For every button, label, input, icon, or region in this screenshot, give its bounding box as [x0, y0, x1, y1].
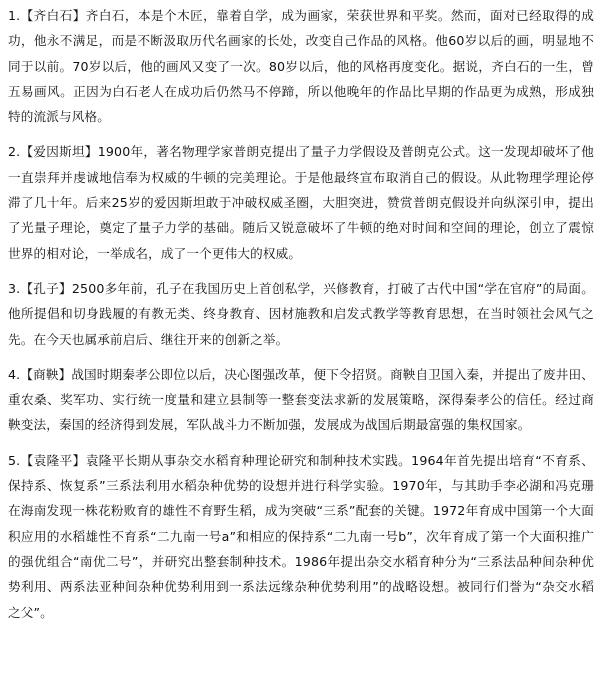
entry-text: 1.【齐白石】齐白石，本是个木匠，靠着自学，成为画家，荣获世界和平奖。然而，面对已经取得的成功，他永不满足，而是不断汲取历代名画家的长处，改变自己作品的风格。他60岁以后的画，明显地不同于以前。70岁以后，他的画风又变了一次。80岁以后，他的风格再度变化。据说，齐白石的一生，曾五易画风。正因为白石老人在成功后仍然马不停蹄，所以他晚年的作品比早期的作品更为成熟，形成独特的流派与风格。 — [8, 8, 594, 125]
entry-qi-baishi — [8, 3, 594, 129]
entry-einstein — [8, 139, 594, 265]
entry-text: 2.【爱因斯坦】1900年，著名物理学家普朗克提出了量子力学假设及普朗克公式。这一发现却破坏了他一直崇拜并虔诚地信奉为权威的牛顿的完美理论。于是他最终宣布取消自己的假设。从此物理学理论停滞了几十年。后来25岁的爱因斯坦敢于冲破权威圣圈，大胆突进，赞赏普朗克假设并向纵深引申，提出了光量子理论，奠定了量子力学的基础。随后又锐意破坏了牛顿的绝对时间和空间的理论，创立了震惊世界的相对论，一举成名，成了一个更伟大的权威。 — [8, 144, 594, 261]
entry-shang-yang — [8, 362, 594, 438]
entry-confucius — [8, 276, 594, 352]
entry-text: 5.【袁隆平】袁隆平长期从事杂交水稻育种理论研究和制种技术实践。1964年首先提出培育“不育系、保持系、恢复系”三系法利用水稻杂种优势的设想并进行科学实验。1970年，与其助手李必湖和冯克珊在海南发现一株花粉败育的雄性不育野生稻，成为突破“三系”配套的关键。1972年育成中国第一个大面积应用的水稻雄性不育系“二九南一号a”和相应的保持系“二九南一号b”，次年育成了第一个大面积推广的强优组合“南优二号”，并研究出整套制种技术。1986年提出杂交水稻育种分为“三系法品种间杂种优势利用、两系法亚种间杂种优势利用到一系法远缘杂种优势利用”的战略设想。被同行们誉为“杂交水稻之父”。 — [8, 452, 594, 620]
entry-yuan-longping — [8, 448, 594, 625]
entry-text: 3.【孔子】2500多年前，孔子在我国历史上首创私学，兴修教育，打破了古代中国“学在官府”的局面。他所提倡和切身践履的有教无类、终身教育、因材施教和启发式教学等教育思想，在当时领社会风气之先。在今天也属承前启后、继往开来的创新之举。 — [8, 280, 594, 347]
entry-text: 4.【商鞅】战国时期秦孝公即位以后，决心图强改革，便下令招贤。商鞅自卫国入秦，并提出了废井田、重农桑、奖军功、实行统一度量和建立县制等一整套变法求新的发展策略，深得秦孝公的信任。经过商鞅变法，秦国的经济得到发展，军队战斗力不断加强，发展成为战国后期最富强的集权国家。 — [8, 366, 594, 433]
